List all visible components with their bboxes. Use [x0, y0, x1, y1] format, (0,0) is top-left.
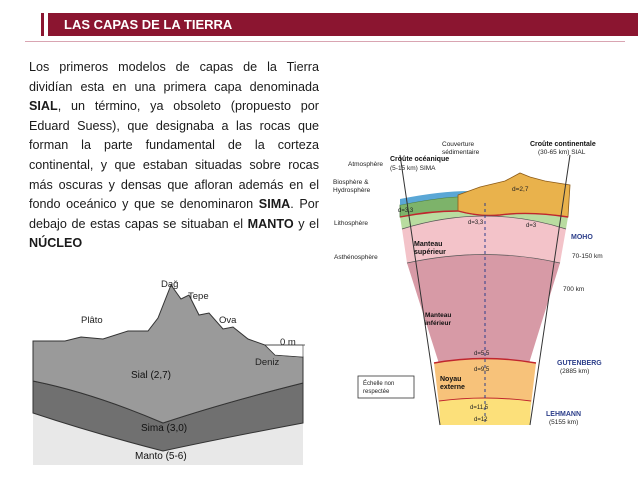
- label-manteau-superieur: Manteau: [414, 241, 443, 248]
- label-deniz: Deniz: [255, 357, 280, 368]
- label-d95: d=9,5: [474, 367, 490, 373]
- label-biosphere: Biosphère &: [333, 179, 369, 186]
- paragraph-text-1: Los primeros modelos de capas de la Tierra dividían esta en una primera capa denominada: [29, 60, 319, 94]
- label-sedimentaire: sédimentaire: [442, 149, 480, 156]
- label-gutenberg-km: (2885 km): [560, 368, 590, 375]
- label-manteau-superieur-2: supérieur: [414, 249, 446, 256]
- paragraph-text-2: , un término, ya obsoleto (propuesto por Eduard Suess), que designaba a las rocas que forman la parte fundamental de la corteza continental, y que estaban situadas sobre rocas más oscuras y densas que afloran además en el fondo oceánico y que se denominaron: [29, 99, 319, 212]
- label-lehmann-km: (5155 km): [549, 419, 579, 426]
- label-respectee: respectée: [363, 389, 390, 395]
- label-manto: Manto (5-6): [135, 451, 187, 462]
- label-echelle: Échelle non: [363, 381, 395, 387]
- slide-title-bar: [48, 13, 638, 36]
- label-gutenberg: GUTENBERG: [557, 360, 602, 367]
- label-asthenosphere: Asthénosphère: [334, 254, 378, 261]
- label-d55: d=5,5: [474, 351, 490, 357]
- label-ova: Ova: [219, 315, 237, 326]
- label-sima: Sima (3,0): [141, 423, 188, 434]
- label-d27: d=2,7: [512, 186, 529, 193]
- label-tepe: Tepe: [188, 291, 209, 302]
- label-ocean-crust: Croûte océanique: [390, 156, 450, 163]
- label-couverture: Couverture: [442, 141, 475, 148]
- label-d33b: d=3,3: [468, 220, 484, 226]
- slide-title: LAS CAPAS DE LA TIERRA: [64, 17, 233, 32]
- label-700-km: 700 km: [563, 286, 585, 293]
- label-d115: d=11,5: [470, 405, 489, 411]
- intro-paragraph: [29, 58, 319, 254]
- label-lehmann: LEHMANN: [546, 411, 581, 418]
- label-lithosphere: Lithosphère: [334, 220, 368, 227]
- label-cont-crust-detail: (30-65 km) SIAL: [538, 149, 586, 156]
- label-sial: Sial (2,7): [131, 370, 172, 381]
- term-nucleo: NÚCLEO: [29, 236, 83, 251]
- paragraph-text-4: y el: [293, 216, 319, 231]
- label-manteau-inferieur: Manteau: [425, 312, 452, 319]
- label-zero-m: 0 m: [280, 337, 296, 348]
- term-sima: SIMA: [258, 197, 291, 212]
- label-d12: d=12: [474, 417, 488, 423]
- label-dag: Dağ: [161, 279, 179, 290]
- paragraph-text-3: . Por debajo de estas capas se situaban el: [29, 197, 319, 231]
- sial-sima-diagram: [23, 273, 313, 468]
- label-plato: Plâto: [81, 315, 103, 326]
- label-atmosphere: Atmosphère: [348, 161, 384, 168]
- label-moho: MOHO: [571, 234, 593, 241]
- label-hydrosphere: Hydrosphère: [333, 187, 371, 194]
- label-cont-crust: Croûte continentale: [530, 141, 596, 148]
- label-noyau-externe: externe: [440, 384, 465, 391]
- label-d33a: d=3,3: [398, 208, 414, 214]
- label-manteau-inferieur-2: inférieur: [425, 320, 452, 327]
- term-sial: SIAL: [29, 99, 58, 114]
- label-noyau: Noyau: [440, 376, 462, 383]
- title-divider: [25, 41, 625, 42]
- label-70-150-km: 70-150 km: [572, 253, 603, 260]
- earth-layers-diagram: [330, 133, 634, 438]
- term-manto: MANTO: [247, 216, 294, 231]
- label-ocean-crust-detail: (5-15 km) SIMA: [390, 165, 436, 172]
- label-d3: d=3: [526, 223, 537, 229]
